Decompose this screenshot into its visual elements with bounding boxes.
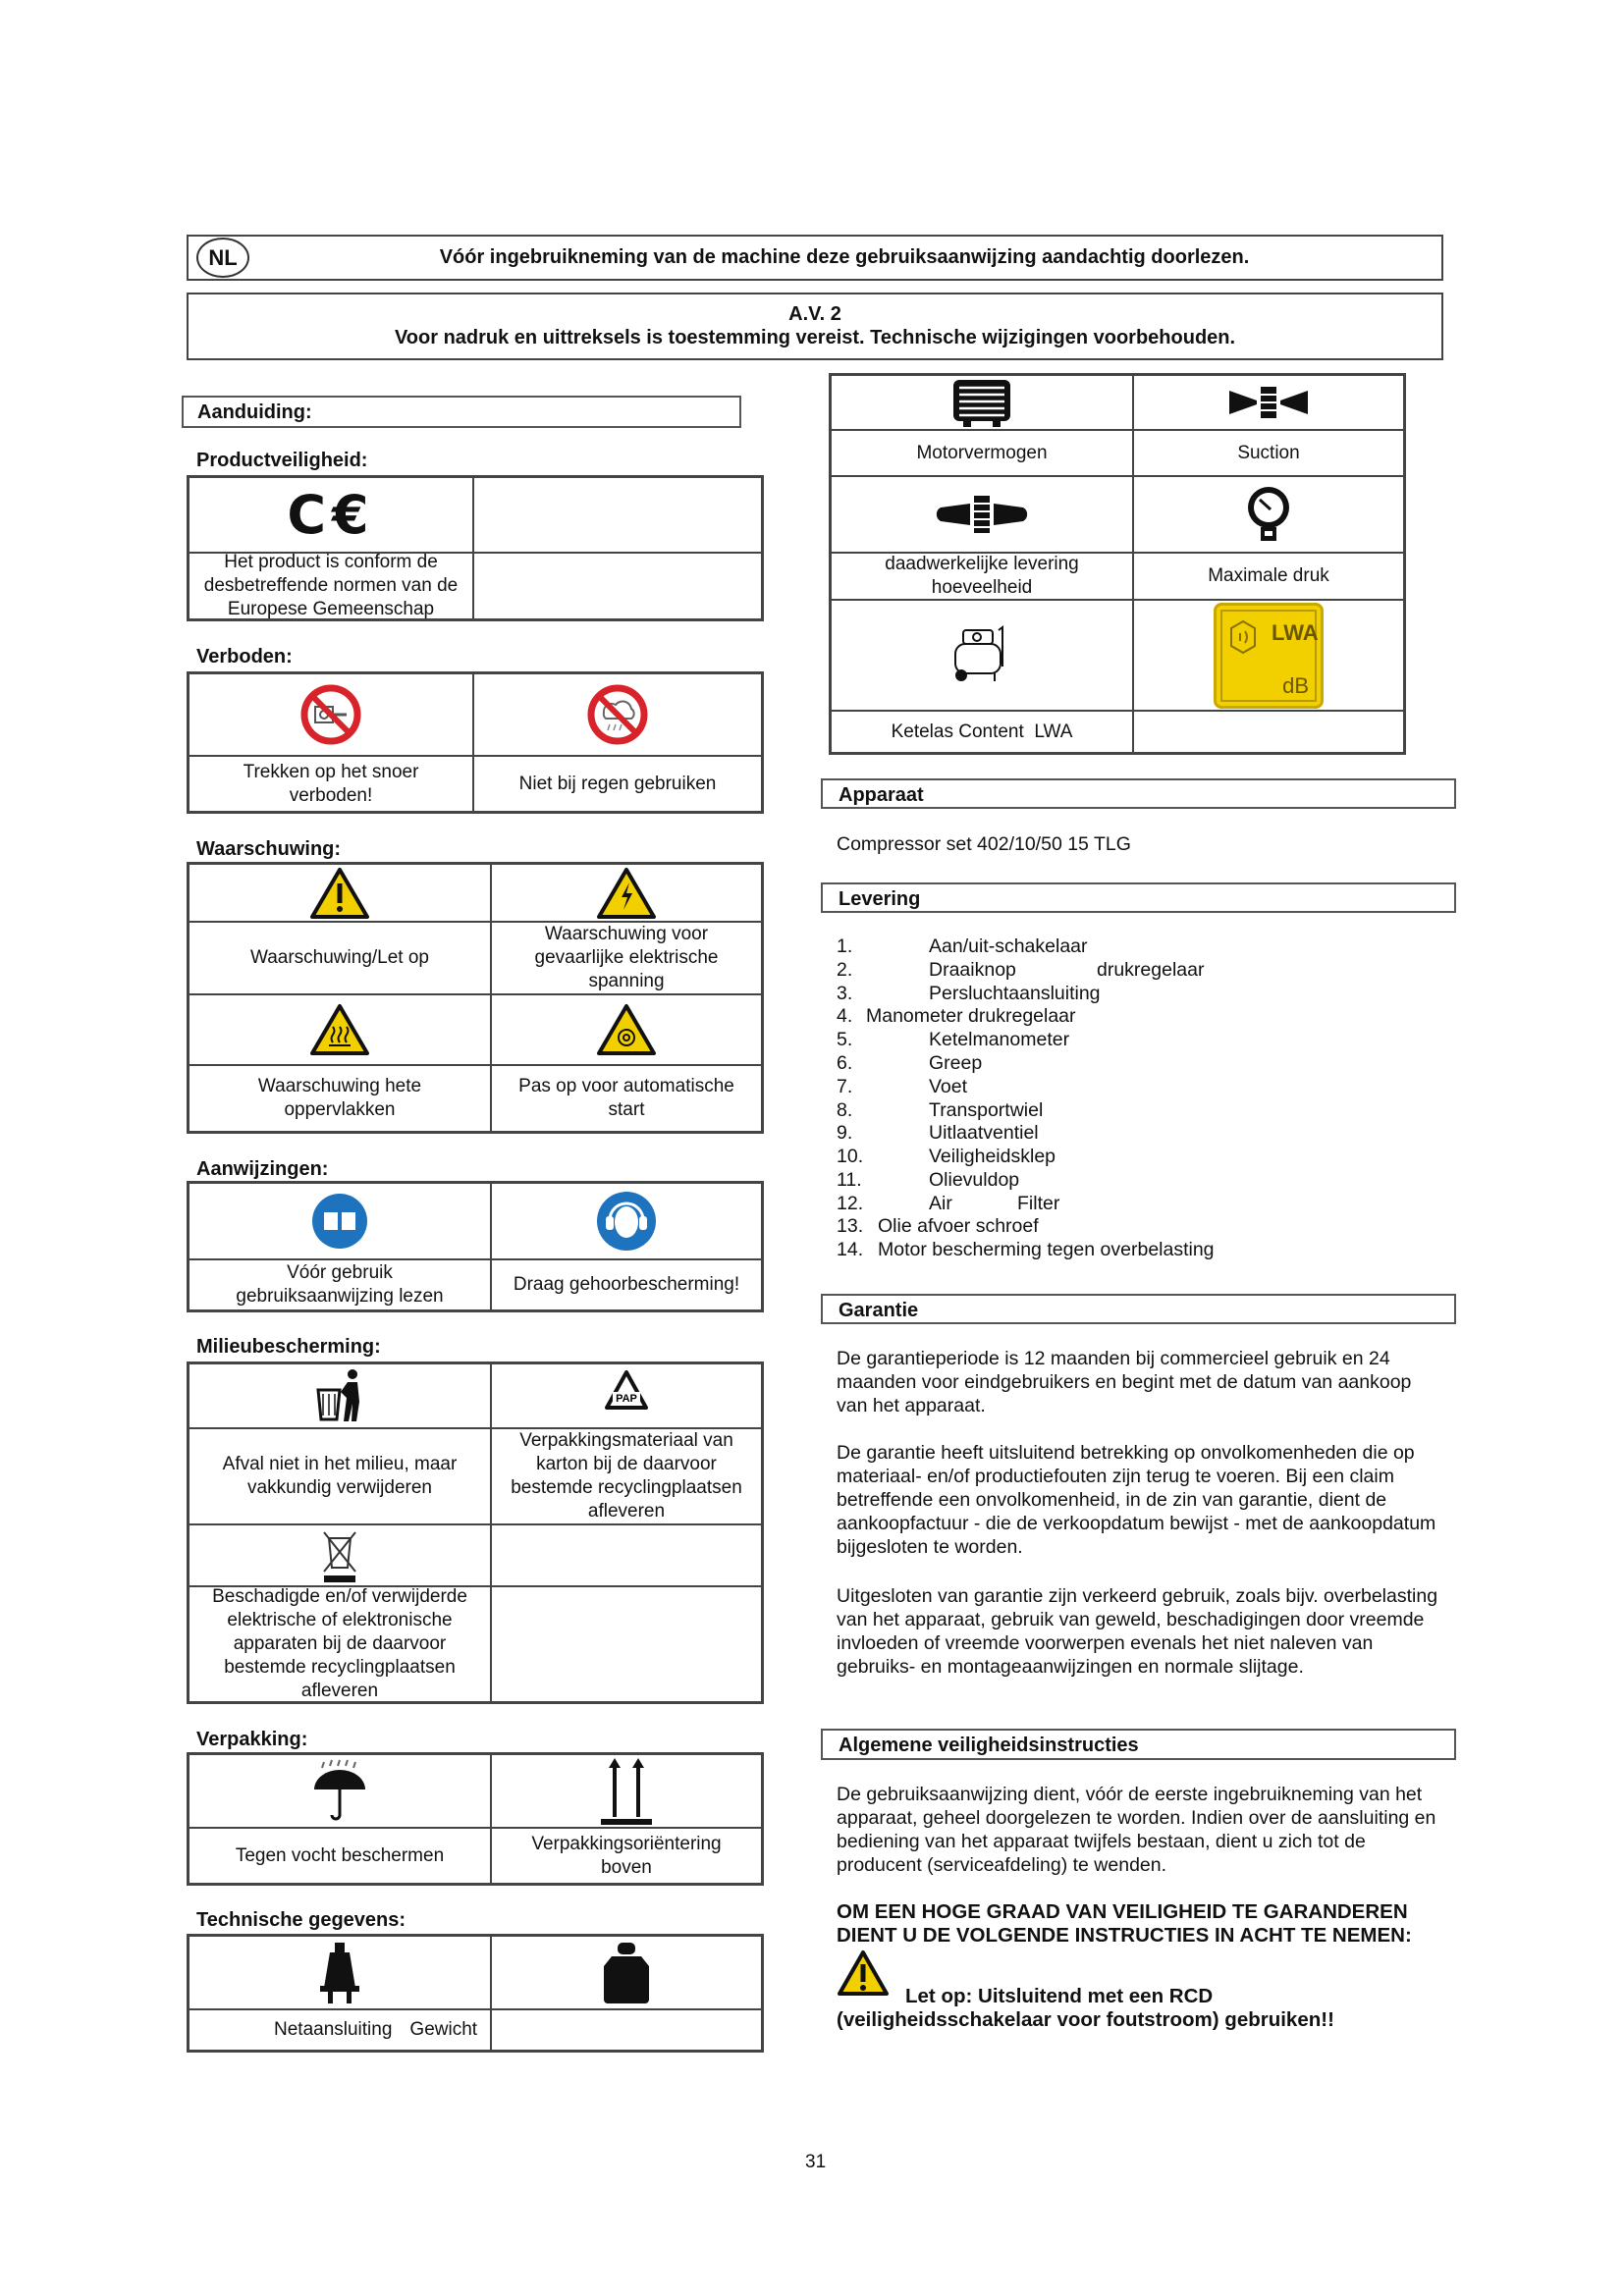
aanduiding-bar: Aanduiding: [182, 396, 741, 428]
netaansluiting-label: Netaansluiting [274, 2019, 393, 2040]
delivery-volume-icon [831, 476, 1133, 553]
levering-item-label: Manometer drukregelaar [866, 1005, 1076, 1027]
litter-bin-icon [189, 1363, 491, 1428]
technisch-labels [189, 2009, 491, 2051]
levering-item [837, 1122, 1039, 1145]
pap-recycle-icon [491, 1363, 762, 1428]
levering-item-label: Motor bescherming tegen overbelasting [878, 1239, 1215, 1260]
warning-hot-surface-icon [189, 994, 491, 1065]
levering-item-label: Transportwiel [929, 1099, 1044, 1121]
waarschuwing-title: Waarschuwing: [196, 838, 342, 860]
verboden-label-1: Trekken op het snoer verboden! [189, 756, 473, 812]
db-unit: dB [1282, 672, 1309, 698]
motorvermogen-label: Motorvermogen [831, 430, 1133, 476]
max-pressure-label: Maximale druk [1133, 553, 1404, 600]
plug-icon [189, 1936, 491, 2009]
lang-badge [196, 238, 249, 278]
warning-label-3: Waarschuwing hete oppervlakken [189, 1065, 491, 1132]
header-notice-box [187, 235, 1443, 281]
empty-cell [473, 477, 762, 553]
aanwijzingen-title: Aanwijzingen: [196, 1158, 329, 1180]
levering-item [837, 1169, 1019, 1192]
garantie-paragraph-3: Uitgesloten van garantie zijn verkeerd gebruik, zoals bijv. overbelasting van het apparaat, gebruik van geweld, beschadigingen door vreemde invloeden of vreemde voorwerpen evenals het niet naleven van gebruiks- en montageaanwijzingen en normale slijtage. [837, 1585, 1438, 1678]
gewicht-label: Gewicht [409, 2019, 478, 2040]
levering-item-label: Olievuldop [929, 1169, 1020, 1191]
levering-item [837, 1193, 1059, 1215]
levering-item-label: Veiligheidsklep [929, 1146, 1056, 1167]
levering-item-number: 9. [837, 1122, 853, 1144]
levering-item-label: Aan/uit-schakelaar [929, 935, 1088, 957]
tank-content-label: Ketelas Content LWA [831, 711, 1133, 753]
milieu-label-2: Verpakkingsmateriaal van karton bij de daarvoor bestemde recyclingplaatsen afleveren [491, 1428, 762, 1524]
delivery-volume-label: daadwerkelijke levering hoeveelheid [831, 553, 1133, 600]
pressure-gauge-icon [1133, 476, 1404, 553]
empty-cell [473, 553, 762, 619]
read-manual-icon [189, 1183, 491, 1259]
productveiligheid-title: Productveiligheid: [196, 450, 368, 471]
levering-item-number: 4. [837, 1005, 853, 1027]
levering-item-number: 5. [837, 1029, 853, 1050]
suction-icon [1133, 375, 1404, 430]
levering-item-label: Draaiknop [929, 959, 1016, 981]
levering-item-number: 7. [837, 1076, 853, 1097]
ce-mark-icon: C€ [287, 483, 375, 546]
verpakking-label-1: Tegen vocht beschermen [189, 1828, 491, 1884]
hearing-protection-icon [491, 1183, 762, 1259]
motor-icon [831, 375, 1133, 430]
this-way-up-icon [491, 1754, 762, 1828]
veiligheid-caps: OM EEN HOGE GRAAD VAN VEILIGHEID TE GARANDEREN DIENT U DE VOLGENDE INSTRUCTIES IN ACHT TE NEMEN: [837, 1900, 1412, 1947]
levering-item-label: Uitlaatventiel [929, 1122, 1039, 1144]
weight-icon [491, 1936, 762, 2009]
levering-item-number: 11. [837, 1169, 862, 1191]
warning-general-icon [189, 864, 491, 922]
suction-label: Suction [1133, 430, 1404, 476]
empty-cell [491, 1524, 762, 1586]
levering-item-number: 12. [837, 1193, 864, 1214]
levering-item-number: 8. [837, 1099, 853, 1121]
lwa-label: LWA [1272, 619, 1319, 645]
levering-item-label-2: drukregelaar [1097, 959, 1205, 981]
levering-item [837, 1099, 1043, 1122]
warning-label-2: Waarschuwing voor gevaarlijke elektrische spanning [491, 922, 762, 994]
milieu-label-1: Afval niet in het milieu, maar vakkundig verwijderen [189, 1428, 491, 1524]
verpakking-title: Verpakking: [196, 1729, 308, 1750]
copyright-box [187, 293, 1443, 360]
levering-item-label: Greep [929, 1052, 983, 1074]
levering-item [837, 1076, 967, 1098]
levering-bar: Levering [821, 882, 1456, 913]
pap-label: PAP [616, 1393, 637, 1405]
levering-item [837, 1029, 1069, 1051]
warning-auto-start-icon [491, 994, 762, 1065]
levering-item-number: 6. [837, 1052, 853, 1074]
apparaat-bar: Apparaat [821, 778, 1456, 809]
technisch-table [187, 1934, 764, 2053]
verpakking-label-2: Verpakkingsoriëntering boven [491, 1828, 762, 1884]
aanwijzing-label-1: Vóór gebruik gebruiksaanwijzing lezen [189, 1259, 491, 1310]
productveiligheid-table [187, 475, 764, 621]
levering-item [837, 959, 1204, 982]
empty-cell [491, 1586, 762, 1702]
lang-badge-text: NL [208, 244, 238, 270]
ce-text: Het product is conform de desbetreffende normen van de Europese Gemeenschap [189, 553, 473, 619]
levering-item-number: 3. [837, 983, 853, 1004]
aanwijzingen-table [187, 1181, 764, 1312]
levering-item [837, 935, 1088, 958]
speaker-icon [1228, 619, 1258, 655]
lwa-badge [1133, 600, 1404, 711]
levering-item-number: 1. [837, 935, 853, 957]
levering-item [837, 1052, 982, 1075]
milieu-table [187, 1362, 764, 1704]
levering-item-label-2: Filter [1017, 1193, 1060, 1214]
warning-triangle-icon [837, 1949, 890, 1997]
levering-item-number: 14. [837, 1239, 864, 1260]
verpakking-table [187, 1752, 764, 1886]
levering-item [837, 1005, 1076, 1028]
veiligheid-paragraph: De gebruiksaanwijzing dient, vóór de eerste ingebruikneming van het apparaat, geheel doorgelezen te worden. Indien over de aansluiting en bediening van het apparaat twijfels bestaan, dient u zich tot de producent (serviceafdeling) te wenden. [837, 1784, 1436, 1876]
levering-item-label: Ketelmanometer [929, 1029, 1070, 1050]
technisch-title: Technische gegevens: [196, 1909, 406, 1931]
levering-item [837, 1239, 1215, 1261]
tank-content-icon [831, 600, 1133, 711]
ce-cell [189, 477, 473, 553]
empty-cell [491, 2009, 762, 2051]
page-number: 31 [805, 2152, 827, 2172]
milieu-title: Milieubescherming: [196, 1336, 381, 1358]
weee-crossed-bin-icon [189, 1524, 491, 1586]
verboden-table [187, 671, 764, 814]
levering-item [837, 1215, 1039, 1238]
levering-item-number: 2. [837, 959, 853, 981]
empty-cell [1133, 711, 1404, 753]
veiligheid-bar: Algemene veiligheidsinstructies [821, 1729, 1456, 1760]
spec-icon-table [829, 373, 1406, 755]
apparaat-text: Compressor set 402/10/50 15 TLG [837, 833, 1131, 855]
header-notice: Vóór ingebruikneming van de machine deze gebruiksaanwijzing aandachtig doorlezen. [439, 246, 1250, 268]
no-rain-icon [473, 673, 762, 756]
verboden-title: Verboden: [196, 646, 293, 667]
garantie-paragraph-1: De garantieperiode is 12 maanden bij commercieel gebruik en 24 maanden voor eindgebruikers en begint met de datum van aankoop van het apparaat. [837, 1348, 1412, 1416]
aanwijzing-label-2: Draag gehoorbescherming! [491, 1259, 762, 1310]
warning-electric-icon [491, 864, 762, 922]
levering-item-label: Air [929, 1193, 952, 1214]
levering-item-label: Persluchtaansluiting [929, 983, 1101, 1004]
copyright-notice: Voor nadruk en uittreksels is toestemming vereist. Technische wijzigingen voorbehouden. [394, 327, 1236, 348]
levering-item [837, 983, 1101, 1005]
warning-label-1: Waarschuwing/Let op [189, 922, 491, 994]
no-pull-cord-icon [189, 673, 473, 756]
rcd-warning-line-1: Let op: Uitsluitend met een RCD [905, 1985, 1214, 2007]
levering-item-number: 13. [837, 1215, 864, 1237]
milieu-label-3: Beschadigde en/of verwijderde elektrische of elektronische apparaten bij de daarvoor bestemde recyclingplaatsen afleveren [189, 1586, 491, 1702]
version: A.V. 2 [788, 303, 841, 325]
rcd-warning-line-2: (veiligheidsschakelaar voor foutstroom) gebruiken!! [837, 2008, 1334, 2031]
verboden-label-2: Niet bij regen gebruiken [473, 756, 762, 812]
levering-item [837, 1146, 1056, 1168]
garantie-bar: Garantie [821, 1294, 1456, 1324]
levering-item-number: 10. [837, 1146, 864, 1167]
levering-item-label: Olie afvoer schroef [878, 1215, 1039, 1237]
warning-label-4: Pas op voor automatische start [491, 1065, 762, 1132]
levering-item-label: Voet [929, 1076, 968, 1097]
garantie-paragraph-2: De garantie heeft uitsluitend betrekking op onvolkomenheden die op materiaal- en/of productiefouten zijn terug te voeren. Bij een claim betreffende een onvolkomenheid, in de zin van garantie, dient de aankoopfactuur - die de verkoopdatum bewijst - met de aankoopdatum bijgesloten te worden. [837, 1442, 1436, 1558]
keep-dry-umbrella-icon [189, 1754, 491, 1828]
waarschuwing-table [187, 862, 764, 1134]
